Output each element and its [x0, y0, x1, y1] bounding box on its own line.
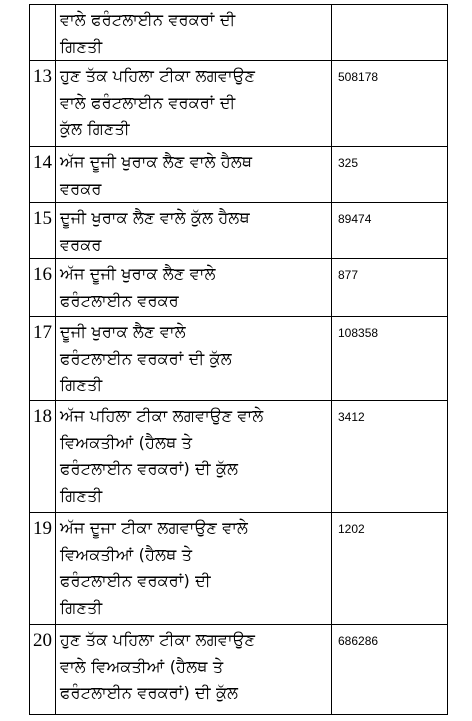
- table-row: [30, 513, 448, 625]
- table-row: [30, 5, 448, 61]
- row-value: 686286: [332, 625, 448, 715]
- table-row: [30, 401, 448, 513]
- vaccination-stats-table: [29, 4, 448, 715]
- row-number: 14: [30, 147, 56, 203]
- row-number: [30, 5, 56, 61]
- table-row: [30, 317, 448, 401]
- row-description: ਦੂਜੀ ਖੁਰਾਕ ਲੈਣ ਵਾਲੇ ਕੁੱਲ ਹੈਲਥ ਵਰਕਰ: [56, 203, 332, 259]
- row-number: 17: [30, 317, 56, 401]
- row-value: 108358: [332, 317, 448, 401]
- table-row: [30, 203, 448, 259]
- row-description: ਹੁਣ ਤੱਕ ਪਹਿਲਾ ਟੀਕਾ ਲਗਵਾਉਣ ਵਾਲੇ ਫਰੰਟਲਾਈਨ ਵਰਕਰਾਂ ਦੀ ਕੁੱਲ ਗਿਣਤੀ: [56, 61, 332, 147]
- row-number: 18: [30, 401, 56, 513]
- row-value: [332, 5, 448, 61]
- row-number: 20: [30, 625, 56, 715]
- row-description: ਹੁਣ ਤੱਕ ਪਹਿਲਾ ਟੀਕਾ ਲਗਵਾਉਣ ਵਾਲੇ ਵਿਅਕਤੀਆਂ (ਹੈਲਥ ਤੇ ਫਰੰਟਲਾਈਨ ਵਰਕਰਾਂ) ਦੀ ਕੁੱਲ: [56, 625, 332, 715]
- row-description: ਦੂਜੀ ਖੁਰਾਕ ਲੈਣ ਵਾਲੇ ਫਰੰਟਲਾਈਨ ਵਰਕਰਾਂ ਦੀ ਕੁੱਲ ਗਿਣਤੀ: [56, 317, 332, 401]
- row-value: 3412: [332, 401, 448, 513]
- row-description: ਵਾਲੇ ਫਰੰਟਲਾਈਨ ਵਰਕਰਾਂ ਦੀ ਗਿਣਤੀ: [56, 5, 332, 61]
- row-number: 13: [30, 61, 56, 147]
- row-value: 508178: [332, 61, 448, 147]
- table-row: [30, 61, 448, 147]
- row-description: ਅੱਜ ਦੂਜੀ ਖੁਰਾਕ ਲੈਣ ਵਾਲੇ ਹੈਲਥ ਵਰਕਰ: [56, 147, 332, 203]
- row-value: 325: [332, 147, 448, 203]
- row-value: 877: [332, 259, 448, 317]
- row-description: ਅੱਜ ਪਹਿਲਾ ਟੀਕਾ ਲਗਵਾਉਣ ਵਾਲੇ ਵਿਅਕਤੀਆਂ (ਹੈਲਥ ਤੇ ਫਰੰਟਲਾਈਨ ਵਰਕਰਾਂ) ਦੀ ਕੁੱਲ ਗਿਣਤੀ: [56, 401, 332, 513]
- row-number: 16: [30, 259, 56, 317]
- row-value: 89474: [332, 203, 448, 259]
- row-description: ਅੱਜ ਦੂਜਾ ਟੀਕਾ ਲਗਵਾਉਣ ਵਾਲੇ ਵਿਅਕਤੀਆਂ (ਹੈਲਥ ਤੇ ਫਰੰਟਲਾਈਨ ਵਰਕਰਾਂ) ਦੀ ਗਿਣਤੀ: [56, 513, 332, 625]
- table-row: [30, 625, 448, 715]
- table-row: [30, 259, 448, 317]
- row-number: 15: [30, 203, 56, 259]
- row-value: 1202: [332, 513, 448, 625]
- table-row: [30, 147, 448, 203]
- row-description: ਅੱਜ ਦੂਜੀ ਖੁਰਾਕ ਲੈਣ ਵਾਲੇ ਫਰੰਟਲਾਈਨ ਵਰਕਰ: [56, 259, 332, 317]
- row-number: 19: [30, 513, 56, 625]
